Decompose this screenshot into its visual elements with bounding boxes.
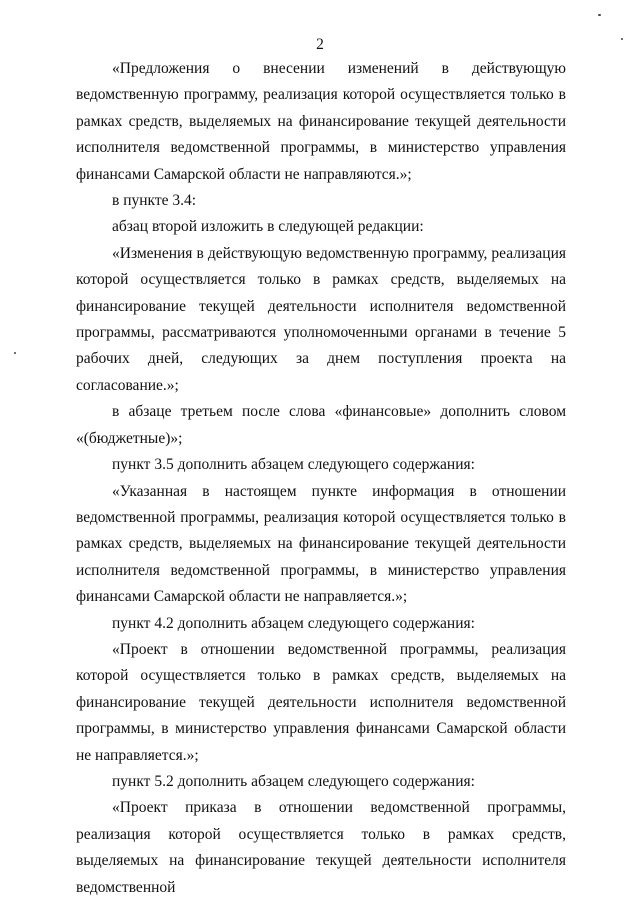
paragraph: пункт 4.2 дополнить абзацем следующего содержания: bbox=[112, 614, 475, 632]
document-body bbox=[76, 56, 566, 901]
scan-speck bbox=[598, 14, 601, 16]
paragraph: в абзаце третьем после слова «финансовые» дополнить словом «(бюджетные)»; bbox=[76, 403, 566, 447]
paragraph: в пункте 3.4: bbox=[112, 192, 197, 210]
paragraph: «Проект в отношении ведомственной программы, реализация которой осуществляется только в рамках средств, выделяемых на финансирование текущей деятельности исполнителя ведомственной программы, в министерство управления финансами Самарской области не направляется.»; bbox=[76, 640, 566, 764]
paragraph: «Изменения в действующую ведомственную программу, реализация которой осуществляется только в рамках средств, выделяемых на финансирование текущей деятельности исполнителя ведомственной программы, рассматриваются уполномоченными органами в течение 5 рабочих дней, следующих за днем поступления проекта на согласование.»; bbox=[76, 244, 566, 394]
scan-speck bbox=[14, 352, 16, 354]
paragraph: пункт 3.5 дополнить абзацем следующего содержания: bbox=[112, 456, 475, 474]
paragraph: «Предложения о внесении изменений в действующую ведомственную программу, реализация которой осуществляется только в рамках средств, выделяемых на финансирование текущей деятельности исполнителя ведомственной программы, в министерство управления финансами Самарской области не направляются.»; bbox=[76, 60, 566, 183]
page-number: 2 bbox=[316, 36, 324, 53]
paragraph: пункт 5.2 дополнить абзацем следующего содержания: bbox=[112, 772, 475, 790]
scan-speck bbox=[621, 38, 623, 40]
paragraph: «Проект приказа в отношении ведомственной программы, реализация которой осуществляется только в рамках средств, выделяемых на финансирование текущей деятельности исполнителя ведомственной bbox=[76, 799, 566, 896]
paragraph: «Указанная в настоящем пункте информация в отношении ведомственной программы, реализация которой осуществляется только в рамках средств, выделяемых на финансирование текущей деятельности исполнителя ведомственной программы, в министерство управления финансами Самарской области не направляется.»; bbox=[76, 482, 566, 606]
paragraph: абзац второй изложить в следующей редакции: bbox=[112, 218, 424, 236]
